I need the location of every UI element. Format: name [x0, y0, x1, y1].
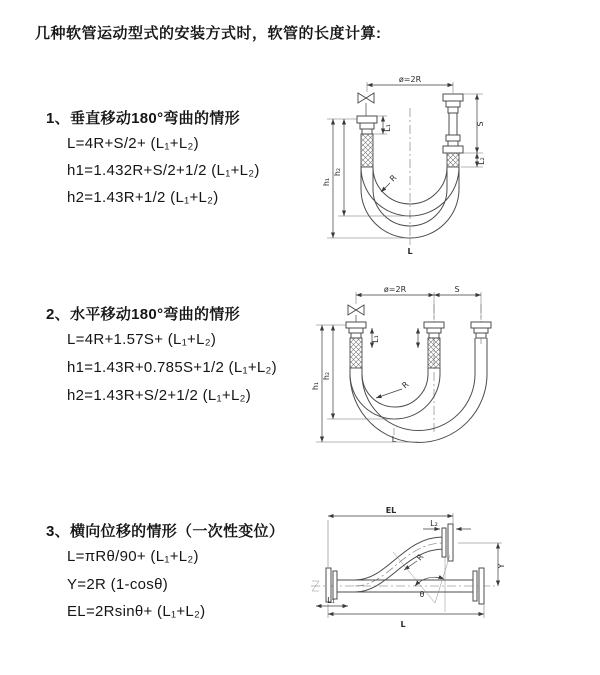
dim-length — [328, 604, 484, 629]
section3-formula-L: L=πRθ/90+ (L₁+L₂) — [67, 548, 199, 565]
left-flange-fitting — [357, 116, 377, 167]
dim-top — [356, 285, 481, 320]
dim-s-label: S — [454, 285, 460, 294]
section1-heading: 1、垂直移动180°弯曲的情形 — [46, 110, 240, 127]
length-label: L — [391, 435, 397, 444]
section3-heading: 3、横向位移的情形（一次性变位） — [46, 523, 285, 540]
upper-flange — [442, 524, 453, 561]
angle-theta-label: θ — [419, 590, 425, 599]
radius-callout — [404, 552, 426, 570]
hose-displaced-position — [355, 537, 444, 592]
dim-y-label: Y — [497, 563, 506, 569]
section2-heading: 2、水平移动180°弯曲的情形 — [46, 306, 240, 323]
dim-el-label: EL — [385, 506, 397, 515]
middle-flange-fitting — [424, 322, 444, 368]
section2-formula-h2: h2=1.43R+S/2+1/2 (L₁+L₂) — [67, 387, 252, 404]
dim-h1-label: h₁ — [311, 381, 320, 391]
dim-h2-label: h₂ — [333, 167, 342, 177]
diagram-lateral-displacement — [303, 498, 598, 650]
dim-l2 — [423, 519, 471, 529]
diagram-vertical-u-bend — [313, 70, 583, 260]
section3-formula-EL: EL=2Rsinθ+ (L₁+L₂) — [67, 603, 206, 620]
section2-formula-h1: h1=1.43R+0.785S+1/2 (L₁+L₂) — [67, 359, 277, 376]
section3-formula-Y: Y=2R (1-cosθ) — [67, 576, 169, 593]
dim-el — [328, 506, 453, 567]
diagram-horizontal-u-bend — [306, 282, 591, 454]
radius-callout — [381, 173, 399, 192]
dim-l1-label: L₁ — [327, 596, 335, 605]
dim-l1 — [316, 596, 348, 606]
dim-diameter-label: ø=2R — [383, 285, 407, 294]
valve-icon — [358, 93, 374, 116]
right-flange-fitting — [471, 322, 491, 338]
dim-length-label: L — [400, 620, 406, 629]
radius-callout — [376, 380, 411, 398]
dim-l1-label: L₁ — [371, 335, 380, 343]
length-callout — [392, 428, 397, 444]
length-label: L — [407, 247, 413, 256]
dim-s-l2 — [461, 94, 486, 167]
right-flange — [473, 568, 484, 604]
dim-s-label: S — [476, 121, 485, 127]
dim-l2-label: L₂ — [477, 157, 486, 165]
dim-diameter-label: ø=2R — [398, 75, 422, 84]
section1-formula-h1: h1=1.432R+S/2+1/2 (L₁+L₂) — [67, 162, 260, 179]
dim-l1 — [371, 328, 418, 348]
hose-u-bends — [350, 338, 487, 442]
section1-formula-h2: h2=1.43R+1/2 (L₁+L₂) — [67, 189, 219, 206]
dim-l2-label: L₂ — [430, 519, 438, 528]
page-title: 几种软管运动型式的安装方式时，软管的长度计算: — [35, 25, 382, 42]
dim-h2-label: h₂ — [322, 371, 331, 381]
radius-label: R — [414, 552, 426, 563]
section1-formula-L: L=4R+S/2+ (L₁+L₂) — [67, 135, 199, 152]
section2-formula-L: L=4R+1.57S+ (L₁+L₂) — [67, 331, 217, 348]
radius-label: R — [388, 173, 399, 184]
left-flange-fitting — [346, 322, 366, 368]
length-callout — [407, 238, 412, 256]
radius-label: R — [400, 379, 411, 391]
dim-l1-label: L₁ — [383, 124, 392, 132]
dim-diameter — [367, 75, 453, 93]
valve-icon — [348, 305, 364, 322]
right-flange-fitting — [443, 94, 463, 167]
dim-h1-label: h₁ — [322, 177, 331, 187]
